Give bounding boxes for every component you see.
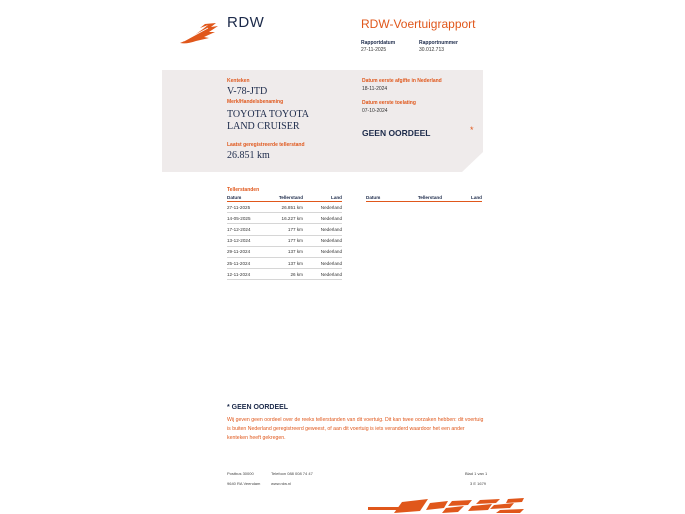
row-datum: 12-11-2024 bbox=[227, 269, 267, 280]
merk-label: Merk/Handelsbenaming bbox=[227, 99, 284, 105]
row-tellerstand: 177 km bbox=[267, 224, 303, 235]
vehicle-summary-panel bbox=[162, 70, 483, 172]
row-tellerstand: 26 km bbox=[267, 269, 303, 280]
row-datum: 13-12-2024 bbox=[227, 235, 267, 246]
tellerstanden-table bbox=[227, 195, 342, 280]
eerste-afgifte-label: Datum eerste afgifte in Nederland bbox=[362, 78, 442, 84]
row-datum: 17-12-2024 bbox=[227, 224, 267, 235]
col-land: Land bbox=[303, 195, 342, 202]
footnote-title: * GEEN OORDEEL bbox=[227, 404, 289, 411]
rapportnummer-value: 30.012.713 bbox=[419, 47, 445, 53]
rapportdatum-label: Rapportdatum bbox=[361, 40, 396, 46]
table-row bbox=[227, 235, 342, 246]
row-land: Nederland bbox=[303, 202, 342, 213]
row-tellerstand: 137 km bbox=[267, 246, 303, 257]
panel-corner-cut bbox=[462, 152, 483, 172]
row-land: Nederland bbox=[303, 246, 342, 257]
kenteken-label: Kenteken bbox=[227, 78, 250, 84]
rdw-logo-icon bbox=[178, 22, 220, 46]
col-land-right: Land bbox=[442, 195, 482, 202]
table-row bbox=[227, 224, 342, 235]
eerste-afgifte-value: 18-11-2024 bbox=[362, 86, 388, 92]
row-tellerstand: 16.227 km bbox=[267, 213, 303, 224]
tellerstanden-title: Tellerstanden bbox=[227, 187, 260, 193]
row-land: Nederland bbox=[303, 269, 342, 280]
table-row bbox=[227, 269, 342, 280]
oordeel-value: GEEN OORDEEL bbox=[362, 128, 431, 138]
eerste-toelating-label: Datum eerste toelating bbox=[362, 100, 416, 106]
row-tellerstand: 177 km bbox=[267, 235, 303, 246]
row-datum: 14-05-2025 bbox=[227, 213, 267, 224]
row-land: Nederland bbox=[303, 235, 342, 246]
row-datum: 27-11-2025 bbox=[227, 202, 267, 213]
footer-code: 3 E 1679 bbox=[470, 481, 487, 486]
row-datum: 29-11-2024 bbox=[227, 246, 267, 257]
tellerstanden-table-right bbox=[366, 195, 482, 202]
table-header-row-right bbox=[366, 195, 482, 202]
rdw-logo-text: RDW bbox=[227, 14, 265, 31]
footer-page: Blad 1 van 1 bbox=[465, 471, 488, 476]
footer-phone: Telefoon 088 008 74 47 bbox=[271, 471, 313, 476]
rapportnummer-label: Rapportnummer bbox=[419, 40, 458, 46]
row-land: Nederland bbox=[303, 213, 342, 224]
row-land: Nederland bbox=[303, 257, 342, 268]
col-datum-right: Datum bbox=[366, 195, 406, 202]
footer-postbus: Postbus 30000 bbox=[227, 471, 254, 476]
report-title: RDW-Voertuigrapport bbox=[361, 17, 476, 31]
footnote-body: Wij geven geen oordeel over de reeks tellerstanden van dit voertuig. Dit kan twee oorzaken hebben: dit voertuig is buiten Nederland geregistreerd geweest, of aan dit voertuig is iets veranderd waardoor het een ander kenteken heeft gekregen. bbox=[227, 417, 484, 441]
row-tellerstand: 26.851 km bbox=[267, 202, 303, 213]
table-row bbox=[227, 257, 342, 268]
kenteken-value: V-78-JTD bbox=[227, 86, 268, 97]
col-tellerstand: Tellerstand bbox=[267, 195, 303, 202]
table-row bbox=[227, 202, 342, 213]
tellerstand-value: 26.851 km bbox=[227, 150, 270, 161]
eerste-toelating-value: 07-10-2024 bbox=[362, 108, 388, 114]
row-land: Nederland bbox=[303, 224, 342, 235]
footer-city: 9640 RA Veendam bbox=[227, 481, 261, 486]
col-tellerstand-right: Tellerstand bbox=[406, 195, 442, 202]
footer-stripes-icon bbox=[368, 498, 524, 514]
row-tellerstand: 137 km bbox=[267, 257, 303, 268]
merk-value-line1: TOYOTA TOYOTA bbox=[227, 109, 310, 120]
table-row bbox=[227, 213, 342, 224]
oordeel-asterisk: * bbox=[470, 125, 474, 135]
tellerstand-label: Laatst geregistreerde tellerstand bbox=[227, 142, 305, 148]
rapportdatum-value: 27-11-2025 bbox=[361, 47, 387, 53]
table-row bbox=[227, 246, 342, 257]
col-datum: Datum bbox=[227, 195, 267, 202]
row-datum: 25-11-2024 bbox=[227, 257, 267, 268]
footer-web: www.rdw.nl bbox=[271, 481, 292, 486]
merk-value-line2: LAND CRUISER bbox=[227, 121, 300, 132]
